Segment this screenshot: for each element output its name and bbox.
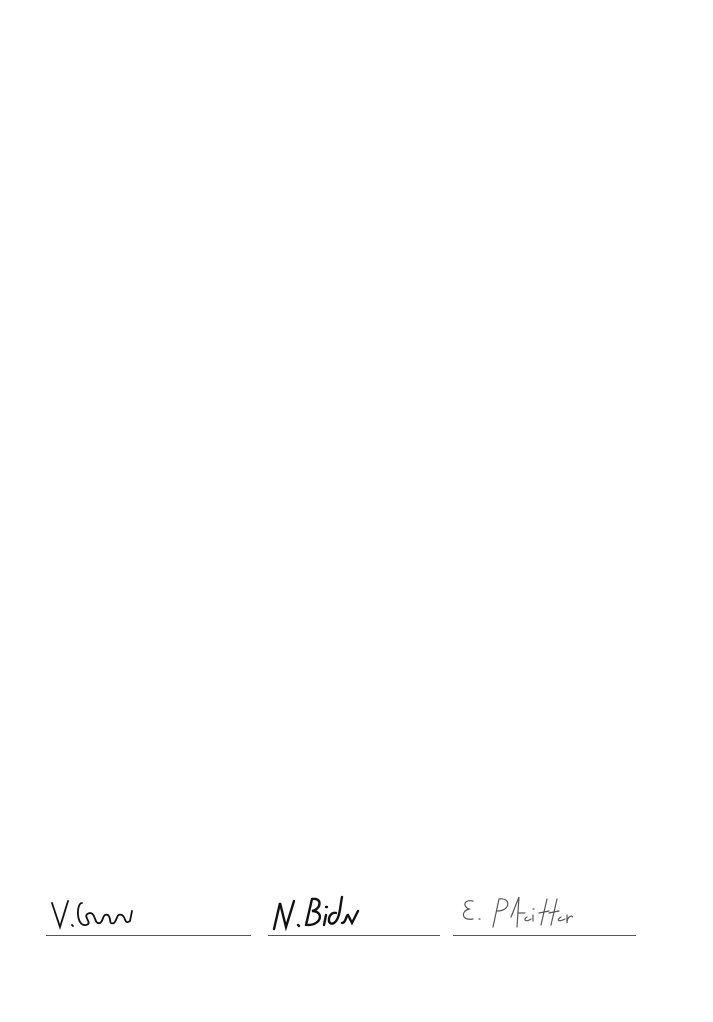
letter-body xyxy=(46,60,676,82)
signature-horn-icon xyxy=(46,893,156,933)
signature-pfeiffer-icon xyxy=(453,893,573,933)
signature-bicher-icon xyxy=(268,893,378,933)
signature-line xyxy=(453,935,636,936)
shooting-star-illustration xyxy=(458,585,628,765)
signatures xyxy=(46,893,676,953)
signature-line xyxy=(268,935,440,936)
signature-line xyxy=(46,935,251,936)
closing-section xyxy=(46,775,676,792)
